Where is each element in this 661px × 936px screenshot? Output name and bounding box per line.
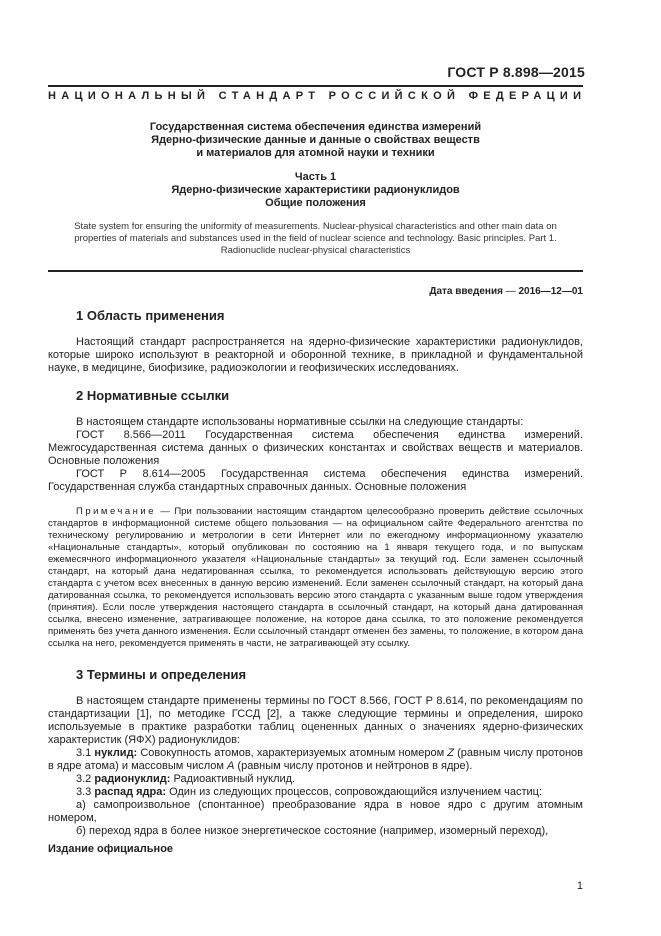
term-3-1-symbol-z: Z [447, 747, 454, 759]
title-line-1: Государственная система обеспечения единства измерений [149, 121, 482, 133]
subtitle-line-1: Ядерно-физические характеристики радионуклидов [171, 184, 460, 196]
note-text: — При пользовании настоящим стандартом целесообразно проверить действие ссылочных стандартов в информационной системе общего пользования — на официальном сайте Федерального агентства по техническому регулированию и метрологии в сети Интернет или по ежегодному информационному указателю «Национальные стандарты», который опубликован по состоянию на 1 января текущего года, и по выпускам ежемесячного информационного указателя «Национальные стандарты» за текущий год. Если заменен ссылочный стандарт, на который дана недатированная ссылка, то рекомендуется использовать действующую версию этого стандарта с учетом всех внесенных в данную версию изменений. Если заменен ссылочный стандарт, на который дана датированная ссылка, то рекомендуется использовать версию этого стандарта с указанным выше годом утверждения (принятия). Если после утверждения настоящего стандарта в ссылочный стандарт, на который дана датированная ссылка, внесено изменение, затрагивающее положение, на которое дана ссылка, то это положение рекомендуется применять без учета данного изменения. Если ссылочный стандарт отменен без замены, то положение, в котором дана ссылка на него, рекомендуется применять в части, не затрагивающей эту ссылку. [48, 506, 583, 649]
term-3-3-item-b: б) переход ядра в более низкое энергетическое состояние (например, изомерный переход), [76, 825, 549, 837]
term-3-3-name: распад ядра: [94, 786, 167, 798]
section-2-note [48, 506, 583, 650]
reference-gost-r-8-614: ГОСТ Р 8.614—2005 Государственная система обеспечения единства измерений. Государственная служба стандартных справочных данных. Основные положения [48, 468, 583, 493]
official-edition-label: Издание официальное [48, 843, 174, 855]
introduction-date [429, 286, 583, 297]
section-3-heading: 3 Термины и определения [76, 667, 247, 682]
english-title-line-2: properties of materials and substances used in the field of nuclear science and technology. Basic principles. Part 1. [74, 233, 557, 244]
term-3-3 [48, 786, 583, 799]
section-3-intro: В настоящем стандарте применены термины по ГОСТ 8.566, ГОСТ Р 8.614, по рекомендациям по стандартизации [1], по методике ГССД [2], а также следующие термины и определения, широко используемые в практике разработки таблиц оцененных данных о значениях ядерно-физических характеристик (ЯФХ) радионуклидов: [48, 695, 583, 746]
introduction-date-label: Дата введения [429, 286, 503, 297]
term-3-3-text: Один из следующих процессов, сопровождающийся излучением частиц: [166, 786, 543, 798]
introduction-date-value: 2016—12—01 [518, 286, 583, 297]
section-3-body [48, 695, 583, 838]
term-3-1-text-c: (равным числу протонов и нейтронов в ядре). [234, 760, 473, 772]
title-line-3: и материалов для атомной науки и техники [196, 147, 435, 159]
term-3-1-text-a: Совокупность атомов, характеризуемых атомным номером [137, 747, 448, 759]
term-3-3-number: 3.3 [76, 786, 95, 798]
section-2-intro: В настоящем стандарте использованы нормативные ссылки на следующие стандарты: [76, 416, 524, 428]
note-paragraph [48, 506, 583, 650]
section-2-heading: 2 Нормативные ссылки [76, 388, 230, 403]
subtitle-line-2: Общие положения [265, 197, 366, 209]
english-title [48, 221, 583, 257]
section-1-body [48, 336, 583, 375]
title-block [48, 121, 583, 160]
term-3-2 [48, 773, 583, 786]
english-title-line-3: Radionuclide nuclear-physical characteristics [220, 245, 411, 256]
top-rule [48, 85, 583, 87]
term-3-1-text-b: (равным числу протонов в ядре атома) и массовым числом [48, 747, 583, 772]
term-3-1-number: 3.1 [76, 747, 95, 759]
note-label: Примечание [76, 506, 156, 517]
title-rule [48, 270, 583, 272]
page-number: 1 [576, 880, 583, 892]
reference-gost-8-566: ГОСТ 8.566—2011 Государственная система обеспечения единства измерений. Межгосударственная система данных о физических константах и свойствах веществ и материалов. Основные положения [48, 429, 583, 467]
term-3-1-name: нуклид: [94, 747, 138, 759]
term-3-2-number: 3.2 [76, 773, 95, 785]
english-title-line-1: State system for ensuring the uniformity of measurements. Nuclear-physical characteristics and other main data on [74, 221, 557, 232]
section-2-body [48, 416, 583, 494]
term-3-2-name: радионуклид: [94, 773, 171, 785]
term-3-1 [48, 747, 583, 773]
term-3-3-item-a: а) самопроизвольное (спонтанное) преобразование ядра в новое ядро с другим атомным номером, [48, 799, 583, 824]
document-code: ГОСТ Р 8.898—2015 [447, 64, 585, 80]
term-3-2-text: Радиоактивный нуклид. [170, 773, 296, 785]
title-line-2: Ядерно-физические данные и данные о свойствах веществ [151, 134, 480, 146]
section-1-paragraph: Настоящий стандарт распространяется на ядерно-физические характеристики радионуклидов, которые широко используют в реакторной и оборонной технике, в прикладной и фундаментальной науке, в медицине, биофизике, радиоэкологии и геофизических исследованиях. [48, 336, 583, 374]
section-1-heading: 1 Область применения [76, 308, 225, 323]
national-standard-banner: НАЦИОНАЛЬНЫЙ СТАНДАРТ РОССИЙСКОЙ ФЕДЕРАЦИИ [48, 90, 587, 102]
part-block [48, 171, 583, 210]
introduction-date-dash: — [502, 286, 519, 297]
term-3-1-symbol-a: A [227, 760, 235, 772]
part-label: Часть 1 [294, 171, 337, 183]
